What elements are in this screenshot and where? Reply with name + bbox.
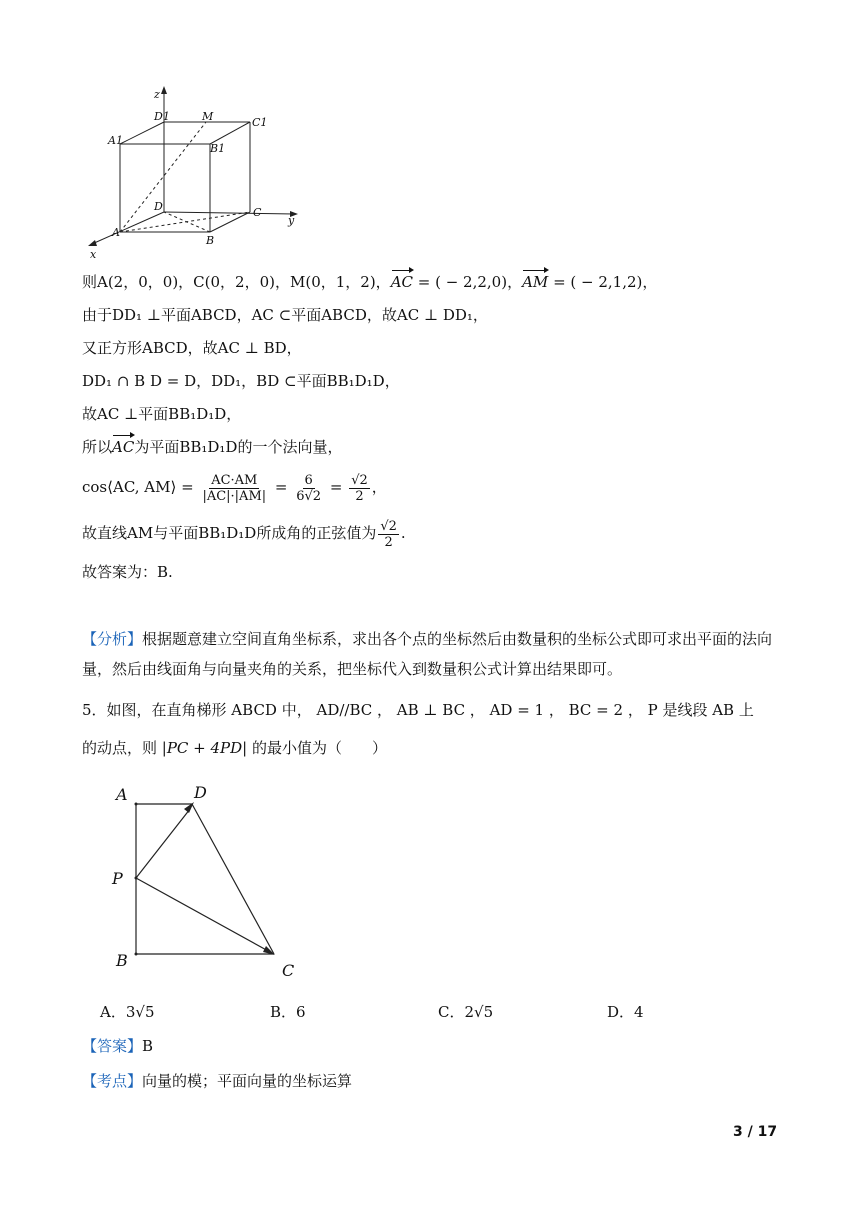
cos-fraction-1-den: |AC|·|AM|	[202, 488, 267, 504]
line6-prefix: 所以	[82, 438, 113, 456]
cos-fraction-3-num: √2	[351, 472, 368, 488]
line6-vector-ac: AC	[112, 438, 135, 456]
cos-fraction-3	[349, 473, 370, 504]
cube-label-b: B	[206, 234, 215, 247]
option-b	[270, 1002, 306, 1022]
cube-label-y: y	[288, 214, 295, 227]
trapezoid-figure	[108, 780, 308, 980]
option-d	[607, 1002, 644, 1022]
solution-line-answer: 故答案为：B.	[82, 563, 173, 581]
coords-text: 则A(2，0，0)，C(0，2，0)，M(0，1，2)，	[82, 273, 391, 291]
cos-fraction-2-den: 6√2	[296, 488, 322, 504]
cos-fraction-2	[294, 473, 323, 504]
cos-fraction-3-den: 2	[355, 488, 364, 504]
option-c-letter: C．	[438, 1003, 465, 1021]
cos-fraction-1-num: AC·AM	[211, 472, 258, 488]
cos-fraction-2-num: 6	[304, 472, 313, 488]
vector-am-value: = ( − 2,1,2)，	[548, 273, 658, 291]
solution-line-cos	[82, 472, 387, 504]
option-c-value: 2√5	[464, 1003, 494, 1021]
sine-fraction-num: √2	[380, 518, 397, 534]
cube-label-z: z	[154, 88, 160, 101]
analysis-tag: 【分析】	[82, 630, 143, 648]
line6-suffix: 为平面BB₁D₁D的一个法向量，	[134, 438, 343, 456]
option-d-value: 4	[634, 1003, 644, 1021]
cos-prefix: cos⟨AC, AM⟩ =	[82, 478, 199, 496]
cube-label-d1: D1	[154, 110, 170, 123]
vector-ac: AC	[390, 273, 413, 291]
trapezoid-label-p: P	[112, 869, 123, 888]
solution-line-5: 故AC ⊥平面BB₁D₁D，	[82, 405, 242, 423]
cube-label-d: D	[154, 200, 163, 213]
sine-fraction	[378, 519, 399, 550]
cube-label-c: C	[253, 206, 262, 219]
analysis-paragraph	[82, 624, 782, 684]
solution-line-coords	[82, 272, 657, 292]
cube-label-b1: B1	[210, 142, 226, 155]
cos-fraction-1	[200, 473, 268, 504]
cube-label-a: A	[112, 226, 120, 239]
solution-line-2: 由于DD₁ ⊥平面ABCD，AC ⊂平面ABCD，故AC ⊥ DD₁，	[82, 306, 488, 324]
vector-am: AM	[522, 273, 549, 291]
sine-suffix: .	[400, 524, 406, 542]
cos-equals-1: =	[270, 478, 293, 496]
option-b-letter: B．	[270, 1003, 297, 1021]
option-b-value: 6	[296, 1003, 306, 1021]
problem5-line2-prefix: 的动点，则	[82, 739, 162, 757]
option-a-letter: A．	[100, 1003, 126, 1021]
cos-equals-2: =	[325, 478, 348, 496]
problem5-line2-suffix: 的最小值为（ ）	[247, 739, 388, 757]
trapezoid-label-d: D	[194, 783, 207, 802]
problem5-line2	[82, 738, 387, 758]
trapezoid-label-c: C	[282, 961, 295, 980]
vector-ac-value: = ( − 2,2,0)，	[413, 273, 523, 291]
solution-line-6	[82, 437, 342, 457]
problem5-expression: |PC + 4PD|	[161, 739, 248, 757]
problem5-line1: 5．如图，在直角梯形 ABCD 中， AD//BC ， AB ⊥ BC ， AD = 1 ， BC = 2 ， P 是线段 AB 上	[82, 701, 754, 719]
sine-fraction-den: 2	[384, 534, 393, 550]
solution-line-3: 又正方形ABCD，故AC ⊥ BD，	[82, 339, 302, 357]
trapezoid-label-b: B	[116, 951, 128, 970]
option-c	[438, 1002, 493, 1022]
cube-label-c1: C1	[252, 116, 268, 129]
cube-figure	[82, 84, 308, 262]
sine-prefix: 故直线AM与平面BB₁D₁D所成角的正弦值为	[82, 524, 377, 542]
cube-label-a1: A1	[108, 134, 123, 147]
answer-tag: 【答案】	[82, 1037, 143, 1055]
knowledge-tag: 【考点】	[82, 1072, 143, 1090]
page-number: 3 / 17	[733, 1124, 778, 1140]
trapezoid-label-a: A	[116, 785, 128, 804]
cube-label-x: x	[90, 248, 97, 261]
cube-label-m: M	[202, 110, 214, 123]
option-a-value: 3√5	[125, 1003, 155, 1021]
answer-line	[82, 1036, 153, 1056]
analysis-text: 根据题意建立空间直角坐标系，求出各个点的坐标然后由数量积的坐标公式即可求出平面的法向量，然后由线面角与向量夹角的关系，把坐标代入到数量积公式计算出结果即可。	[82, 630, 773, 678]
solution-line-sine	[82, 518, 406, 550]
knowledge-value: 向量的模；平面向量的坐标运算	[142, 1072, 353, 1090]
option-d-letter: D．	[607, 1003, 635, 1021]
answer-value: B	[142, 1037, 154, 1055]
solution-line-4: DD₁ ∩ B D = D，DD₁，BD ⊂平面BB₁D₁D，	[82, 372, 400, 390]
option-a	[100, 1002, 155, 1022]
cos-suffix: ，	[371, 478, 387, 496]
knowledge-line	[82, 1071, 352, 1091]
